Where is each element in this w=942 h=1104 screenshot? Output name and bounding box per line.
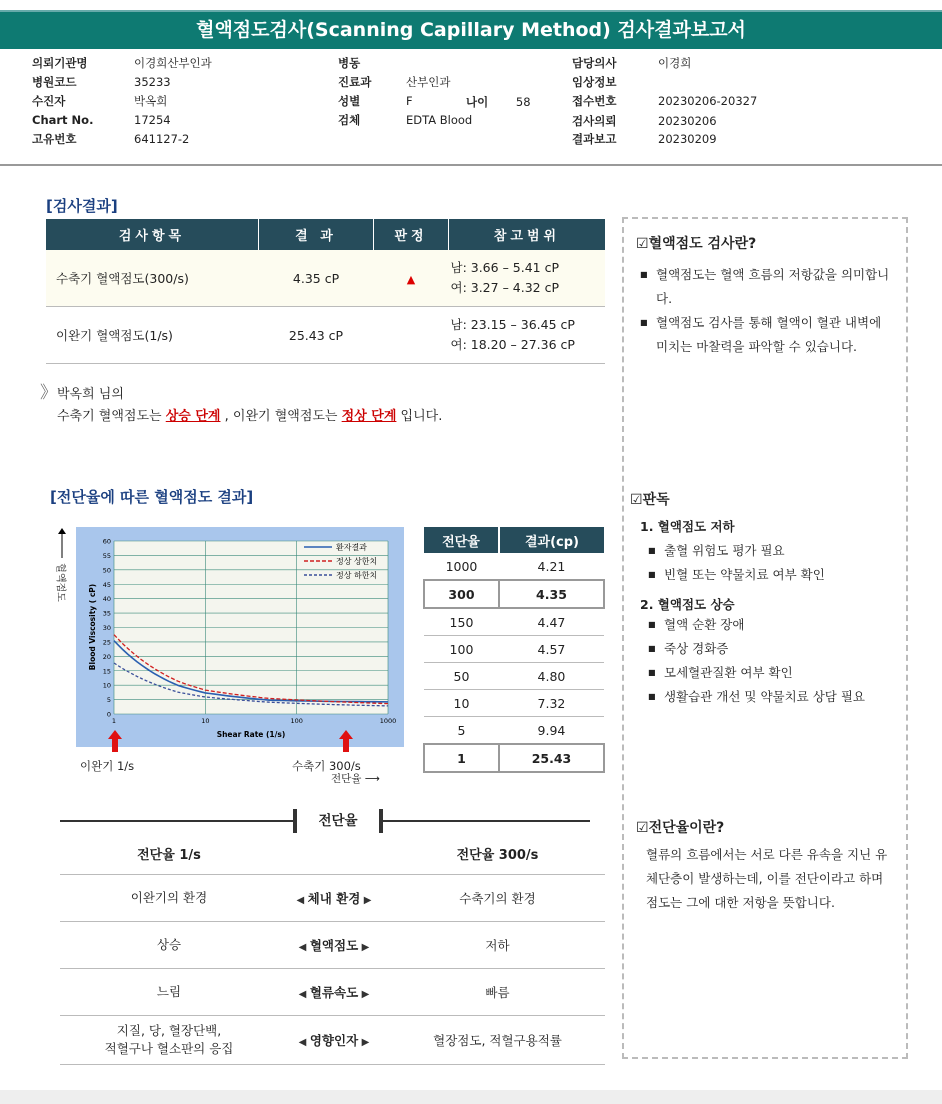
legend-label: 정상 상한치 — [336, 557, 378, 566]
right-arrow-icon: ▶ — [358, 989, 370, 1000]
list-item — [644, 661, 865, 685]
bullet-icon: ■ — [648, 570, 656, 579]
table-row — [46, 307, 605, 364]
results-table — [46, 219, 605, 364]
interp-sub-1: 1. 혈액점도 저하 — [640, 519, 735, 534]
table-row — [424, 744, 604, 772]
left-arrow-icon: ◀ — [298, 942, 310, 953]
table-row — [424, 553, 604, 580]
y-tick-label: 0 — [106, 710, 111, 719]
table-row — [424, 608, 604, 636]
mid-label: 혈액점도 — [309, 938, 359, 953]
shear-rate-cell: 50 — [424, 663, 499, 690]
list-item — [644, 637, 865, 661]
shear-rate-cell: 10 — [424, 690, 499, 717]
header-field — [32, 131, 292, 147]
bullet-icon: ■ — [648, 620, 656, 629]
bullet-icon: ■ — [648, 668, 656, 677]
shear-rate-cell: 1 — [424, 744, 499, 772]
report-title: 혈액점도검사(Scanning Capillary Method) 검사결과보고서 — [0, 10, 942, 49]
marker-label-1: 이완기 1/s — [80, 759, 135, 773]
bullet-icon: ■ — [648, 644, 656, 653]
col-header-reference: 참고범위 — [449, 219, 606, 250]
y-tick-label: 35 — [102, 609, 111, 618]
header-field — [32, 55, 292, 71]
field-value: 박옥희 — [134, 94, 168, 108]
table-row — [60, 875, 605, 922]
patient-name-line: 박옥희 님의 — [57, 387, 124, 402]
field-label: 임상정보 — [572, 75, 617, 89]
list-text: 출혈 위험도 평가 필요 — [664, 543, 785, 558]
interpretation-message — [40, 382, 442, 428]
item-name: 수축기 혈액점도(300/s) — [46, 250, 259, 307]
left-arrow-icon: ◀ — [298, 989, 310, 1000]
right-cell: 저하 — [390, 922, 605, 969]
field-label: 검사의뢰 — [572, 114, 617, 128]
list-item — [644, 563, 865, 587]
right-arrow-icon: ⟶ — [361, 773, 380, 785]
field-label: 담당의사 — [572, 56, 617, 70]
y-tick-label: 40 — [102, 595, 111, 604]
reference-female: 여: 3.27 – 4.32 cP — [450, 280, 560, 295]
bullet-icon: ■ — [640, 318, 648, 327]
field-label: 의뢰기관명 — [32, 56, 88, 70]
checkbox-icon: ☑ — [630, 492, 643, 508]
msg-text: , 이완기 혈액점도는 — [220, 409, 342, 424]
x-tick-label: 10 — [201, 717, 210, 725]
viscosity-cell: 25.43 — [499, 744, 604, 772]
compare-table — [60, 832, 605, 1065]
left-head: 전단율 1/s — [60, 832, 278, 875]
side-title-1: 혈액점도 검사란? — [648, 236, 757, 252]
table-row — [424, 636, 604, 663]
field-value: 20230206 — [658, 114, 717, 128]
outer-x-axis — [331, 771, 380, 786]
table-row — [424, 580, 604, 608]
chart-section-title: [전단율에 따른 혈액점도 결과] — [50, 488, 254, 506]
info-side-panel — [622, 217, 908, 1059]
field-value: 이경희 — [658, 56, 692, 70]
header-divider — [0, 164, 942, 166]
section-what-is — [636, 233, 891, 359]
list-text: 모세혈관질환 여부 확인 — [664, 665, 793, 680]
mid-cell — [278, 875, 390, 922]
field-label: 병동 — [338, 56, 361, 70]
reference-female: 여: 18.20 – 27.36 cP — [450, 337, 575, 352]
chevron-right-icon: 》 — [40, 383, 57, 403]
header-field — [338, 55, 598, 71]
shear-definition: 혈류의 흐름에서는 서로 다른 유속을 지닌 유체단층이 발생하는데, 이를 전단이라고 하며 점도는 그에 대한 저항을 뜻합니다. — [646, 847, 888, 910]
header-info — [32, 55, 932, 155]
table-row — [424, 717, 604, 745]
bullet-icon: ■ — [640, 270, 648, 279]
diastolic-status: 정상 단계 — [341, 409, 397, 424]
list-item — [644, 685, 865, 709]
header-field — [32, 113, 292, 127]
left-cell: 이완기의 환경 — [60, 875, 278, 922]
col-header-item: 검사항목 — [46, 219, 259, 250]
shear-rate-cell: 300 — [424, 580, 499, 608]
field-value: F — [406, 94, 413, 108]
interp-sub-2: 2. 혈액점도 상승 — [640, 597, 735, 612]
viscosity-cell: 9.94 — [499, 717, 604, 745]
item-name: 이완기 혈액점도(1/s) — [46, 307, 259, 364]
reference-male: 남: 23.15 – 36.45 cP — [450, 317, 575, 332]
field-value: 35233 — [134, 75, 171, 89]
field-label: 진료과 — [338, 75, 372, 89]
checkbox-icon: ☑ — [636, 236, 649, 252]
y-axis-label: Blood Viscosity ( cP) — [88, 583, 97, 671]
field-label: 접수번호 — [572, 94, 617, 108]
header-field — [572, 55, 832, 71]
list-text: 빈혈 또는 약물치료 여부 확인 — [664, 567, 825, 582]
right-cell: 수축기의 환경 — [390, 875, 605, 922]
left-arrow-icon: ◀ — [298, 1037, 310, 1048]
left-cell: 느림 — [60, 969, 278, 1016]
results-section-title: [검사결과] — [46, 197, 118, 215]
header-field — [572, 131, 832, 147]
table-row — [60, 832, 605, 875]
viscosity-cell: 4.80 — [499, 663, 604, 690]
msg-text: 수축기 혈액점도는 — [57, 409, 166, 424]
shear-rate-cell: 150 — [424, 608, 499, 636]
field-value: EDTA Blood — [406, 113, 473, 127]
right-cell: 혈장점도, 적혈구용적률 — [390, 1016, 605, 1065]
x-tick-label: 100 — [290, 717, 303, 725]
side-title-3: 전단율이란? — [648, 820, 725, 836]
list-text: 생활습관 개선 및 약물치료 상담 필요 — [664, 689, 865, 704]
field-value: 641127-2 — [134, 132, 190, 146]
section-shear-rate — [636, 817, 896, 915]
y-tick-label: 60 — [102, 537, 111, 546]
field-label: 병원코드 — [32, 75, 77, 89]
viscosity-cell: 4.57 — [499, 636, 604, 663]
legend-label: 정상 하한치 — [336, 571, 378, 580]
reference-male: 남: 3.66 – 5.41 cP — [450, 260, 560, 275]
bullet-icon: ■ — [648, 546, 656, 555]
viscosity-cell: 4.35 — [499, 580, 604, 608]
y-tick-label: 45 — [102, 580, 111, 589]
shear-rate-cell: 100 — [424, 636, 499, 663]
field-label: 성별 — [338, 94, 361, 108]
marker-label-2: 수축기 300/s — [292, 759, 361, 773]
table-row — [60, 922, 605, 969]
result-value: 25.43 cP — [259, 307, 374, 364]
field-label: Chart No. — [32, 113, 94, 127]
field-label: 고유번호 — [32, 132, 77, 146]
table-row — [60, 969, 605, 1016]
header-field — [32, 74, 292, 90]
right-arrow-icon: ▶ — [358, 1037, 370, 1048]
list-text: 죽상 경화증 — [664, 641, 729, 656]
table-row — [46, 250, 605, 307]
field-value: 이경희산부인과 — [134, 56, 212, 70]
list-text: 혈액점도는 혈액 흐름의 저항값을 의미합니다. — [656, 267, 890, 306]
left-cell: 상승 — [60, 922, 278, 969]
field-value: 20230209 — [658, 132, 717, 146]
list-text: 혈액 순환 장애 — [664, 617, 745, 632]
marker-arrow-1 — [108, 730, 122, 754]
y-tick-label: 5 — [106, 696, 111, 705]
col-header-judgement: 판정 — [374, 219, 449, 250]
mid-label: 혈류속도 — [309, 985, 359, 1000]
header-field — [572, 74, 832, 90]
footer-band — [0, 1090, 942, 1104]
right-cell: 빠름 — [390, 969, 605, 1016]
shear-rate-cell: 5 — [424, 717, 499, 745]
right-arrow-icon: ▶ — [358, 942, 370, 953]
x-axis-label: Shear Rate (1/s) — [216, 730, 286, 739]
compare-title: 전단율 — [293, 809, 383, 833]
list-item — [636, 311, 891, 359]
field-label: 검체 — [338, 113, 361, 127]
x-tick-label: 1 — [111, 717, 117, 725]
result-value: 4.35 cP — [259, 250, 374, 307]
outer-y-label: 혈액점도 — [54, 563, 66, 602]
y-tick-label: 10 — [102, 681, 111, 690]
header-field — [338, 74, 598, 90]
left-arrow-icon: ◀ — [296, 895, 308, 906]
age-label: 나이 — [466, 95, 489, 109]
y-tick-label: 55 — [102, 551, 111, 560]
right-head: 전단율 300/s — [390, 832, 605, 875]
mid-cell — [278, 1016, 390, 1065]
y-tick-label: 15 — [102, 667, 111, 676]
outer-y-axis — [55, 528, 69, 608]
systolic-status: 상승 단계 — [165, 409, 221, 424]
left-cell: 지질, 당, 혈장단백, 적혈구나 혈소판의 응집 — [60, 1016, 278, 1065]
outer-x-label: 전단율 — [331, 773, 362, 785]
mid-label: 체내 환경 — [307, 891, 361, 906]
viscosity-cell: 4.21 — [499, 553, 604, 580]
list-item — [644, 613, 865, 637]
header-field — [572, 113, 832, 129]
viscosity-cell: 7.32 — [499, 690, 604, 717]
side-title-2: 판독 — [642, 492, 670, 508]
mid-cell — [278, 922, 390, 969]
table-row — [424, 690, 604, 717]
table-row — [424, 663, 604, 690]
list-text: 혈액점도 검사를 통해 혈액이 혈관 내벽에 미치는 마찰력을 파악할 수 있습니다. — [656, 315, 882, 354]
right-arrow-icon: ▶ — [360, 895, 372, 906]
age-value: 58 — [515, 95, 531, 109]
field-value: 17254 — [134, 113, 171, 127]
mid-cell — [278, 969, 390, 1016]
header-field — [572, 93, 832, 109]
y-tick-label: 50 — [102, 566, 111, 575]
field-label: 수진자 — [32, 94, 66, 108]
table-row — [60, 1016, 605, 1065]
shear-rate-table — [423, 527, 605, 773]
section-interpretation — [630, 489, 865, 709]
field-label: 결과보고 — [572, 132, 617, 146]
y-tick-label: 20 — [102, 652, 111, 661]
list-item — [636, 263, 891, 311]
col-header-viscosity: 결과(cp) — [499, 527, 604, 553]
y-tick-label: 25 — [102, 638, 111, 647]
y-tick-label: 30 — [102, 624, 111, 632]
col-header-shear: 전단율 — [424, 527, 499, 553]
marker-arrow-2 — [339, 730, 353, 754]
field-value: 20230206-20327 — [658, 94, 758, 108]
field-value: 산부인과 — [406, 75, 451, 89]
legend-label: 환자결과 — [336, 543, 367, 552]
bullet-icon: ■ — [648, 692, 656, 701]
checkbox-icon: ☑ — [636, 820, 649, 836]
mid-label: 영향인자 — [309, 1033, 359, 1048]
col-header-result: 결 과 — [259, 219, 374, 250]
increase-flag-icon: ▲ — [406, 272, 416, 286]
viscosity-chart — [76, 527, 404, 747]
viscosity-cell: 4.47 — [499, 608, 604, 636]
x-tick-label: 1000 — [379, 717, 397, 725]
header-field — [32, 93, 292, 109]
shear-rate-cell: 1000 — [424, 553, 499, 580]
msg-text: 입니다. — [396, 409, 443, 424]
list-item — [644, 539, 865, 563]
header-field — [338, 112, 598, 128]
